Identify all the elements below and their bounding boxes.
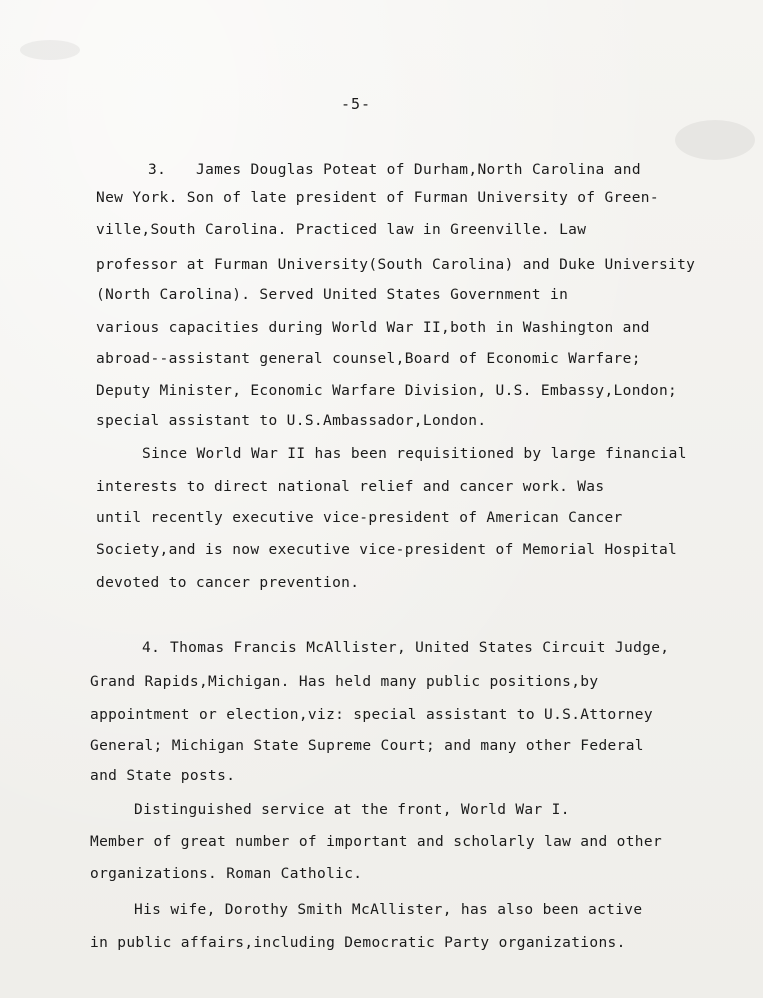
item-3-line-9: special assistant to U.S.Ambassador,London.: [96, 413, 487, 429]
page-number: -5-: [341, 95, 372, 113]
item-4-line-3: appointment or election,viz: special assistant to U.S.Attorney: [90, 707, 653, 723]
item-4-para-2-line-2: Member of great number of important and scholarly law and other: [90, 834, 663, 850]
item-3-line-6: various capacities during World War II,both in Washington and: [96, 320, 650, 336]
item-3-line-2: New York. Son of late president of Furman University of Green-: [96, 190, 659, 206]
item-3-first-line: [148, 162, 641, 178]
item-3-para-2-line-2: interests to direct national relief and cancer work. Was: [96, 479, 605, 495]
paper-stain: [20, 40, 80, 60]
item-4-line-1: Thomas Francis McAllister, United States Circuit Judge,: [170, 640, 670, 656]
item-4-line-2: Grand Rapids,Michigan. Has held many public positions,by: [90, 674, 599, 690]
item-4-para-2-line-1: Distinguished service at the front, World War I.: [134, 802, 570, 818]
item-3-para-2-line-5: devoted to cancer prevention.: [96, 575, 360, 591]
item-3-para-2-line-3: until recently executive vice-president of American Cancer: [96, 510, 623, 526]
item-4-first-line: [142, 640, 669, 656]
item-3-line-3: ville,South Carolina. Practiced law in Greenville. Law: [96, 222, 587, 238]
item-3-para-2-line-1: Since World War II has been requisitioned by large financial: [142, 446, 687, 462]
item-3-line-1: James Douglas Poteat of Durham,North Carolina and: [196, 162, 641, 178]
item-4-line-4: General; Michigan State Supreme Court; and many other Federal: [90, 738, 644, 754]
item-3-para-2-line-4: Society,and is now executive vice-president of Memorial Hospital: [96, 542, 678, 558]
item-3-line-4: professor at Furman University(South Carolina) and Duke University: [96, 257, 696, 273]
paper-stain: [675, 120, 755, 160]
item-4-para-2-line-3: organizations. Roman Catholic.: [90, 866, 363, 882]
item-4-para-3-line-1: His wife, Dorothy Smith McAllister, has also been active: [134, 902, 643, 918]
item-3-line-7: abroad--assistant general counsel,Board of Economic Warfare;: [96, 351, 641, 367]
item-3-line-5: (North Carolina). Served United States Government in: [96, 287, 569, 303]
item-3-number: 3.: [148, 162, 167, 178]
item-4-line-5: and State posts.: [90, 768, 236, 784]
item-3-line-8: Deputy Minister, Economic Warfare Division, U.S. Embassy,London;: [96, 383, 678, 399]
item-4-para-3-line-2: in public affairs,including Democratic Party organizations.: [90, 935, 626, 951]
item-4-number: 4.: [142, 640, 161, 656]
